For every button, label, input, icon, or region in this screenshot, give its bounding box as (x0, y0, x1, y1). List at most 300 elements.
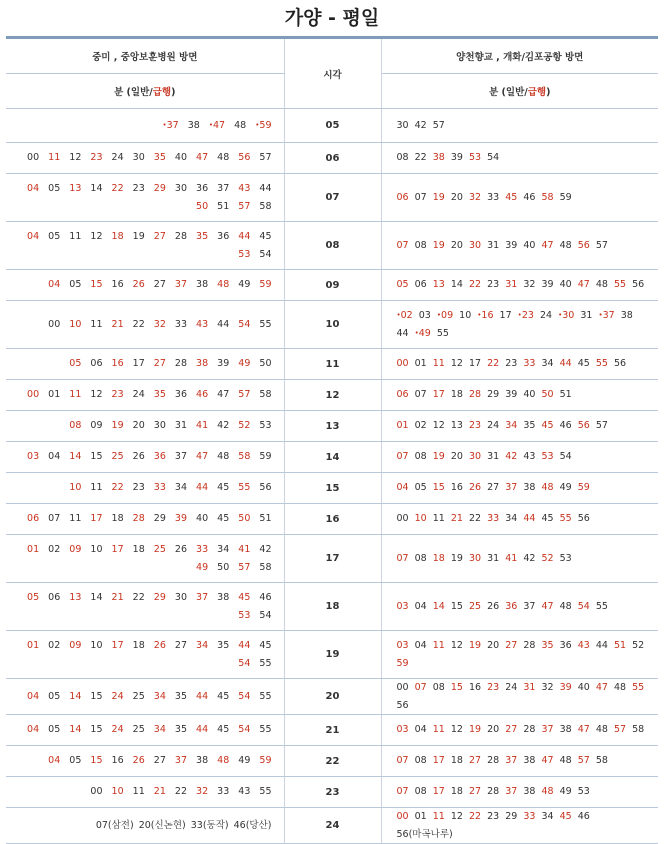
minute-value: 30 (469, 552, 482, 564)
minute-entry (397, 697, 409, 715)
minute-value: 24 (539, 310, 553, 321)
minute-value: 59 (259, 451, 272, 463)
minute-entry (238, 559, 250, 577)
minute-entry (415, 276, 427, 294)
minute-value: 17 (132, 358, 145, 370)
minute-value: 45 (577, 358, 590, 370)
minute-value: 26 (132, 451, 145, 463)
minute-entry (175, 180, 187, 198)
minute-value: 26 (132, 755, 145, 767)
minute-entry (437, 325, 449, 343)
minute-value: 00 (396, 513, 409, 525)
minute-value: 01 (27, 544, 40, 555)
minute-entry (632, 679, 644, 697)
minute-value: 47 (577, 724, 590, 736)
minute-value: 39 (505, 239, 518, 251)
minute-value: 37 (166, 119, 179, 131)
minute-value: 38 (196, 755, 209, 767)
minute-value: 23 (90, 152, 103, 164)
minute-entry (596, 637, 608, 655)
minute-entry (560, 510, 572, 528)
minute-entry (133, 316, 145, 334)
minute-value: 05 (69, 279, 82, 291)
minute-value: 42 (217, 420, 230, 432)
minute-value: 39 (505, 389, 518, 401)
minute-entry (469, 598, 481, 616)
minute-value: 18 (132, 544, 145, 555)
minute-entry (542, 386, 554, 404)
minute-value: 07 (414, 191, 427, 203)
minute-entry (112, 355, 124, 373)
minute-entry (487, 448, 499, 466)
minute-label-suffix: ) (171, 87, 176, 98)
minute-entry (154, 417, 166, 435)
minute-value: 39 (450, 152, 463, 164)
minute-value: 55 (259, 786, 272, 798)
table-row (6, 301, 658, 349)
minute-entry (451, 808, 463, 826)
minute-value: 47 (595, 682, 608, 693)
minute-value: 16 (111, 358, 124, 370)
minute-value: 27 (487, 482, 500, 494)
minute-entry (469, 479, 481, 497)
minute-entry (238, 228, 250, 246)
minute-value: 37 (602, 310, 615, 321)
table-row (6, 442, 658, 473)
minute-entry (112, 386, 124, 404)
minute-value: 56 (238, 152, 251, 164)
minute-value: 00 (396, 682, 409, 693)
minute-entry (469, 783, 481, 801)
minute-entry (217, 448, 229, 466)
minute-value: 32 (196, 786, 209, 798)
minute-entry (196, 752, 208, 770)
minute-entry (560, 598, 572, 616)
minute-entry (596, 276, 608, 294)
minute-entry (560, 448, 572, 466)
minute-value: 04 (414, 600, 427, 612)
hour-cell: 14 (284, 442, 381, 473)
minute-value: 40 (196, 513, 209, 525)
minute-value: 08 (414, 451, 427, 463)
minute-entry (175, 589, 187, 607)
minute-entry (487, 510, 499, 528)
minute-value: 37 (505, 755, 518, 767)
minute-entry (69, 180, 81, 198)
table-row (6, 174, 658, 222)
minute-value: 49 (238, 358, 251, 370)
minute-value: 17 (432, 786, 445, 798)
minute-entry (523, 510, 535, 528)
minute-entry (560, 237, 572, 255)
minute-entry (523, 550, 535, 568)
right-direction-minutes (381, 109, 658, 143)
minute-entry (415, 808, 427, 826)
minute-value: 53 (469, 152, 482, 164)
minute-value: 27 (153, 231, 166, 242)
minute-entry (90, 637, 102, 655)
minute-value: 03 (396, 724, 409, 736)
minute-entry (217, 149, 229, 167)
hour-cell: 15 (284, 473, 381, 504)
minute-entry (175, 479, 187, 497)
minute-value: 08 (69, 420, 82, 432)
minute-entry (451, 637, 463, 655)
minute-entry (505, 448, 517, 466)
minute-entry (154, 752, 166, 770)
timetable (6, 36, 658, 844)
minute-entry (433, 679, 445, 697)
minute-value: 55 (595, 358, 608, 370)
minute-entry (133, 417, 145, 435)
minute-value: 15 (90, 451, 103, 463)
table-row (6, 715, 658, 746)
minute-entry (217, 589, 229, 607)
minute-value: 02 (48, 640, 61, 651)
minute-entry (415, 189, 427, 207)
minute-entry (415, 550, 427, 568)
minute-entry (154, 180, 166, 198)
minute-entry (238, 316, 250, 334)
minute-value: 40 (577, 682, 590, 693)
minute-entry (69, 276, 81, 294)
minute-entry (234, 117, 246, 135)
minute-value: 43 (238, 786, 251, 798)
minute-entry (259, 276, 271, 294)
minute-value: 29 (505, 811, 518, 822)
minute-entry (259, 783, 271, 801)
minute-entry (196, 783, 208, 801)
minute-entry (133, 721, 145, 739)
minute-value: 20 (487, 724, 500, 736)
minute-entry (133, 448, 145, 466)
minute-entry (48, 180, 60, 198)
minute-value: 50 (238, 513, 251, 525)
minute-value: 36 (153, 451, 166, 463)
minute-value: 20 (450, 451, 463, 463)
minute-entry (259, 559, 271, 577)
minute-value: 07 (414, 389, 427, 401)
minute-entry (523, 417, 535, 435)
minute-value: 48 (541, 482, 554, 494)
minute-entry (133, 149, 145, 167)
minute-value: 14 (90, 592, 103, 603)
minute-entry (217, 198, 229, 216)
minute-value: 57 (238, 561, 251, 573)
minute-value: 22 (132, 318, 145, 330)
minute-entry (133, 589, 145, 607)
minute-entry (397, 276, 409, 294)
minute-value: 33 (196, 544, 209, 555)
minute-value: 59 (259, 279, 272, 291)
minute-entry (578, 417, 590, 435)
minute-value: 02 (414, 420, 427, 432)
minute-value: 19 (132, 231, 145, 242)
minute-entry (154, 228, 166, 246)
minute-value: 19 (469, 640, 482, 651)
minute-entry (415, 598, 427, 616)
minute-entry (397, 826, 453, 844)
minute-entry (469, 149, 481, 167)
minute-entry (154, 637, 166, 655)
minute-entry (469, 808, 481, 826)
minute-entry (48, 386, 60, 404)
left-direction-header: 중미 , 중앙보훈병원 방면 (6, 38, 284, 74)
minute-value: 11 (432, 811, 445, 822)
minute-entry (48, 541, 60, 559)
minute-value: 53 (541, 451, 554, 463)
minute-value: 04 (27, 724, 40, 736)
table-row (6, 808, 658, 844)
minute-value: 54 (238, 657, 251, 669)
minute-entry (238, 417, 250, 435)
minute-entry (614, 276, 626, 294)
minute-value: 04 (414, 724, 427, 736)
minute-entry (523, 752, 535, 770)
minute-value: 36 (217, 231, 230, 242)
left-direction-minutes (6, 442, 284, 473)
minute-entry (596, 355, 608, 373)
minute-value: 09 (69, 544, 82, 555)
minute-value: 29 (153, 592, 166, 603)
minute-value: 19 (432, 239, 445, 251)
minute-entry (175, 783, 187, 801)
minute-value: 22 (174, 786, 187, 798)
minute-value: 04 (27, 231, 40, 242)
minute-value: 29 (153, 183, 166, 194)
minute-entry (238, 355, 250, 373)
minute-value: 04 (27, 183, 40, 194)
right-direction-header: 양천향교 , 개화/김포공항 방면 (381, 38, 658, 74)
minute-value: 56 (396, 699, 409, 711)
minute-entry (238, 589, 250, 607)
right-direction-minutes (381, 746, 658, 777)
minute-value: 31 (523, 682, 536, 693)
minute-entry (69, 149, 81, 167)
minute-entry (255, 117, 271, 135)
minute-value: 38 (187, 119, 200, 131)
minute-value: 15 (432, 482, 445, 494)
minute-entry (469, 448, 481, 466)
minute-entry (217, 637, 229, 655)
minute-entry (523, 276, 535, 294)
minute-value: 00 (27, 389, 40, 401)
minute-entry (27, 589, 39, 607)
minute-entry (487, 149, 499, 167)
minute-entry (451, 355, 463, 373)
minute-entry (433, 448, 445, 466)
right-direction-minutes (381, 442, 658, 473)
minute-entry (505, 479, 517, 497)
minute-entry (154, 688, 166, 706)
right-direction-minutes (381, 504, 658, 535)
minute-entry (48, 149, 60, 167)
minute-entry (433, 276, 445, 294)
minute-entry (112, 541, 124, 559)
minute-value: 07 (396, 552, 409, 564)
minute-value: 21 (450, 513, 463, 525)
minute-entry (112, 276, 124, 294)
minute-value: 21 (111, 318, 124, 330)
minute-value: 48 (234, 119, 247, 131)
minute-value: 47 (196, 152, 209, 164)
minute-entry (259, 448, 271, 466)
minute-entry (48, 228, 60, 246)
minute-entry (415, 325, 431, 343)
minute-entry (580, 307, 592, 325)
minute-entry (259, 386, 271, 404)
minute-value: 18 (132, 640, 145, 651)
minute-entry (175, 417, 187, 435)
minute-value: 45 (217, 724, 230, 736)
minute-value: 30 (132, 152, 145, 164)
minute-value: 20 (487, 640, 500, 651)
minute-value: 22 (132, 592, 145, 603)
minute-value: 28 (174, 358, 187, 370)
table-row (6, 143, 658, 174)
minute-entry (48, 721, 60, 739)
minute-entry (542, 598, 554, 616)
minute-entry (69, 386, 81, 404)
minute-entry (542, 237, 554, 255)
minute-value: 58 (541, 191, 554, 203)
minute-entry (175, 448, 187, 466)
left-direction-minutes (6, 808, 284, 844)
minute-value: 35 (196, 231, 209, 242)
minute-value: 31 (174, 420, 187, 432)
minute-entry (419, 307, 431, 325)
minute-entry (397, 448, 409, 466)
minute-entry (238, 783, 250, 801)
minute-entry (433, 510, 445, 528)
minute-entry (196, 721, 208, 739)
minute-value: 17 (111, 640, 124, 651)
left-direction-minutes (6, 380, 284, 411)
minute-value: 28 (469, 389, 482, 401)
minute-value: 30 (153, 420, 166, 432)
minute-value: 57 (595, 420, 608, 432)
minute-entry (259, 228, 271, 246)
minute-entry (632, 721, 644, 739)
minute-value: 23 (132, 183, 145, 194)
minute-value: 23 (487, 811, 500, 822)
minute-entry (69, 541, 81, 559)
minute-entry (614, 637, 626, 655)
left-direction-minutes (6, 583, 284, 631)
minute-value: 55 (259, 657, 272, 669)
minute-entry (90, 386, 102, 404)
minute-entry (560, 355, 572, 373)
minute-entry (196, 589, 208, 607)
minute-value: 34 (505, 420, 518, 432)
minute-entry (112, 448, 124, 466)
minute-entry (614, 721, 626, 739)
minute-entry (217, 386, 229, 404)
left-direction-minutes (6, 473, 284, 504)
minute-value: 15 (90, 755, 103, 767)
right-direction-minutes (381, 174, 658, 222)
minute-entry (27, 180, 39, 198)
minute-value: 45 (259, 231, 272, 242)
minute-entry (259, 607, 271, 625)
minute-value: 00 (396, 811, 409, 822)
minute-value: 32 (153, 318, 166, 330)
minute-value: 51 (217, 200, 230, 212)
minute-value: 22 (469, 513, 482, 525)
minute-value: 49 (196, 561, 209, 573)
minute-value: 45 (559, 811, 572, 822)
minute-value: 43 (577, 640, 590, 651)
minute-entry (162, 117, 178, 135)
minute-entry (469, 679, 481, 697)
minute-value: 46 (259, 592, 272, 603)
minute-value: 30 (174, 183, 187, 194)
minute-entry (523, 237, 535, 255)
minute-value: 56 (259, 482, 272, 494)
minute-entry (133, 637, 145, 655)
minute-entry (451, 510, 463, 528)
minute-value: 34 (541, 358, 554, 370)
minute-value: 56 (614, 358, 627, 370)
minute-value: 04 (48, 451, 61, 463)
minute-value: 38 (620, 310, 633, 321)
minute-entry (505, 637, 517, 655)
minute-entry (259, 752, 271, 770)
minute-entry (578, 276, 590, 294)
minute-entry (133, 752, 145, 770)
right-direction-minutes (381, 535, 658, 583)
minute-entry (578, 637, 590, 655)
minute-value: 18 (450, 389, 463, 401)
minute-value: 54 (487, 152, 500, 164)
hour-cell: 09 (284, 270, 381, 301)
minute-entry (112, 688, 124, 706)
minute-entry (433, 783, 445, 801)
minute-value: 08 (432, 682, 445, 693)
minute-entry (133, 228, 145, 246)
minute-value: 30 (562, 310, 575, 321)
minute-entry (112, 149, 124, 167)
minute-entry (451, 149, 463, 167)
minute-entry (614, 679, 626, 697)
minute-value: 37 (505, 482, 518, 494)
minute-entry (27, 510, 39, 528)
minute-entry (505, 679, 517, 697)
minute-value: 05 (396, 279, 409, 291)
minute-value: 47 (541, 239, 554, 251)
minute-entry (433, 598, 445, 616)
minute-entry (596, 752, 608, 770)
minute-value: 22 (469, 811, 482, 822)
minute-value: 51 (614, 640, 627, 651)
minute-value: 37 (174, 279, 187, 291)
minute-entry (433, 637, 445, 655)
table-row (6, 583, 658, 631)
minute-value: 36 (174, 389, 187, 401)
minute-value: 30 (174, 592, 187, 603)
minute-entry (469, 510, 481, 528)
minute-value: 44 (259, 183, 272, 194)
minute-entry (433, 550, 445, 568)
minute-entry (415, 783, 427, 801)
minute-value: 45 (238, 592, 251, 603)
minute-entry (596, 237, 608, 255)
minute-value: 49 (559, 482, 572, 494)
minute-entry (48, 316, 60, 334)
minute-entry (175, 149, 187, 167)
minute-value: 48 (541, 786, 554, 798)
minute-value: 56 (577, 239, 590, 251)
